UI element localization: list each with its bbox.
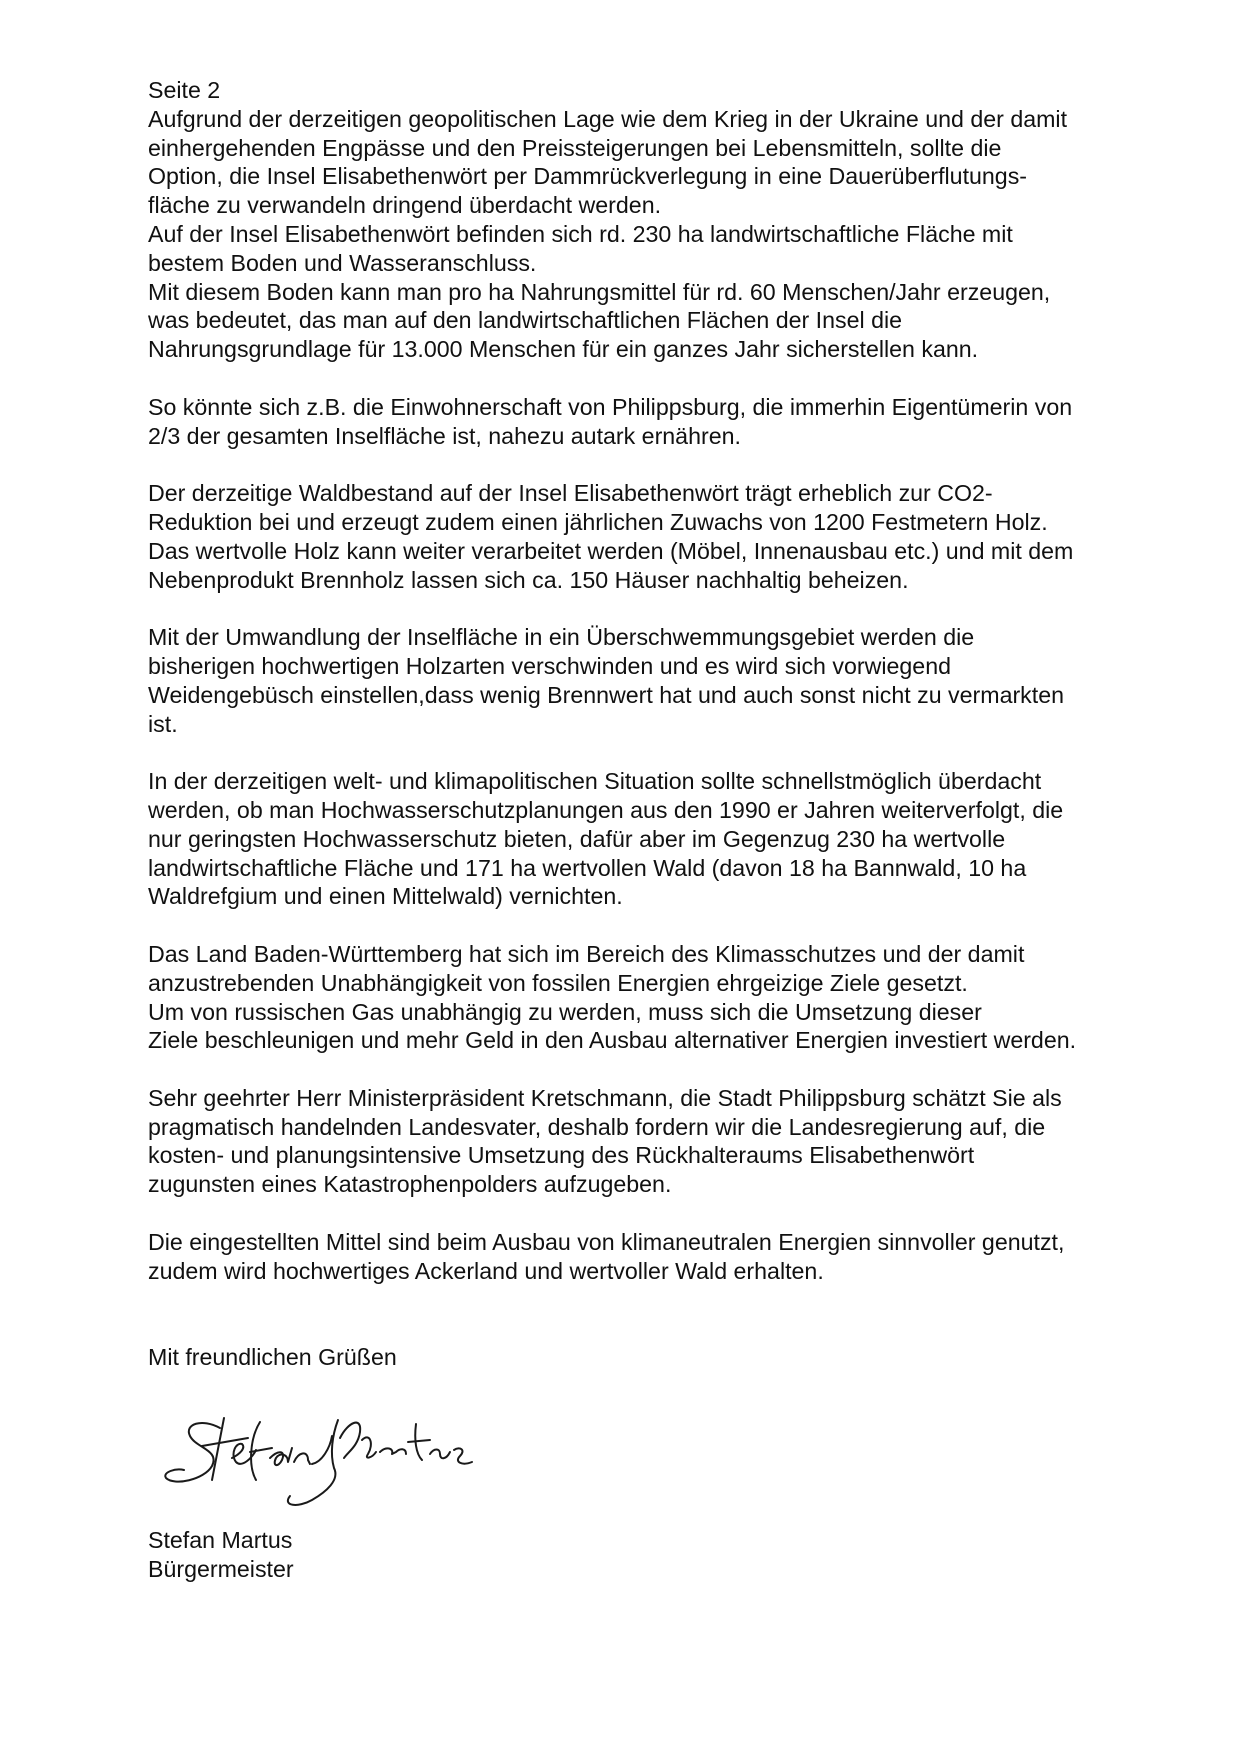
paragraph-spacer — [148, 450, 1158, 479]
signer-block — [148, 1526, 1158, 1584]
signer-title: Bürgermeister — [148, 1556, 294, 1583]
paragraph-spacer — [148, 738, 1158, 767]
paragraph-spacer — [148, 364, 1158, 393]
text-line: Weidengebüsch einstellen,dass wenig Brennwert hat und auch sonst nicht zu vermarkten — [148, 681, 1065, 708]
page-label: Seite 2 — [148, 77, 221, 103]
text-line: Nahrungsgrundlage für 13.000 Menschen für ein ganzes Jahr sicherstellen kann. — [148, 336, 979, 363]
text-line: Das wertvolle Holz kann weiter verarbeitet werden (Möbel, Innenausbau etc.) und mit dem — [148, 537, 1074, 564]
text-line: Auf der Insel Elisabethenwört befinden sich rd. 230 ha landwirtschaftliche Fläche mit — [148, 220, 1013, 247]
text-line: Mit diesem Boden kann man pro ha Nahrungsmittel für rd. 60 Menschen/Jahr erzeugen, — [148, 278, 1051, 305]
paragraph-spacer — [148, 594, 1158, 623]
text-line: einhergehenden Engpässe und den Preissteigerungen bei Lebensmitteln, sollte die — [148, 134, 1002, 161]
paragraph-climate-policy — [148, 767, 1158, 911]
paragraph-forest — [148, 479, 1158, 594]
paragraph-spacer — [148, 1199, 1158, 1228]
text-line: Nebenprodukt Brennholz lassen sich ca. 150 Häuser nachhaltig beheizen. — [148, 566, 909, 593]
text-line: kosten- und planungsintensive Umsetzung des Rückhalteraums Elisabethenwört — [148, 1142, 975, 1169]
text-line: fläche zu verwandeln dringend überdacht werden. — [148, 192, 662, 219]
text-line: Mit der Umwandlung der Inselfläche in ein Überschwemmungsgebiet werden die — [148, 624, 975, 651]
text-line: So könnte sich z.B. die Einwohnerschaft von Philippsburg, die immerhin Eigentümerin von — [148, 393, 1073, 420]
paragraph-flood-area — [148, 623, 1158, 738]
letter-page — [148, 76, 1158, 1584]
paragraph-self-sufficiency — [148, 393, 1158, 451]
text-line: werden, ob man Hochwasserschutzplanungen aus den 1990 er Jahren weiterverfolgt, die — [148, 796, 1064, 823]
text-line: nur geringsten Hochwasserschutz bieten, dafür aber im Gegenzug 230 ha wertvolle — [148, 825, 1006, 852]
text-line: Das Land Baden-Württemberg hat sich im Bereich des Klimasschutzes und der damit — [148, 940, 1025, 967]
text-line: bisherigen hochwertigen Holzarten verschwinden und es wird sich vorwiegend — [148, 652, 951, 679]
text-line: zudem wird hochwertiges Ackerland und wertvoller Wald erhalten. — [148, 1257, 824, 1284]
text-line: Waldrefgium und einen Mittelwald) vernichten. — [148, 883, 623, 910]
text-line: In der derzeitigen welt- und klimapolitischen Situation sollte schnellstmöglich überdacht — [148, 768, 1042, 795]
closing-salutation: Mit freundlichen Grüßen — [148, 1344, 397, 1371]
text-line: pragmatisch handelnden Landesvater, deshalb fordern wir die Landesregierung auf, die — [148, 1113, 1046, 1140]
text-line: Option, die Insel Elisabethenwört per Dammrückverlegung in eine Dauerüberflutungs- — [148, 163, 1028, 190]
signer-name: Stefan Martus — [148, 1527, 293, 1554]
paragraph-spacer — [148, 1055, 1158, 1084]
text-line: zugunsten eines Katastrophenpolders aufzugeben. — [148, 1171, 672, 1198]
text-line: Sehr geehrter Herr Ministerpräsident Kretschmann, die Stadt Philippsburg schätzt Sie als — [148, 1084, 1062, 1111]
text-line: bestem Boden und Wasseranschluss. — [148, 249, 537, 276]
text-line: was bedeutet, das man auf den landwirtschaftlichen Flächen der Insel die — [148, 307, 903, 334]
paragraph-conclusion — [148, 1228, 1158, 1286]
intro-paragraph — [148, 105, 1158, 364]
handwritten-signature — [162, 1388, 482, 1508]
text-line: 2/3 der gesamten Inselfläche ist, nahezu autark ernähren. — [148, 422, 741, 449]
text-line: Die eingestellten Mittel sind beim Ausbau von klimaneutralen Energien sinnvoller genutzt, — [148, 1228, 1065, 1255]
text-line: Reduktion bei und erzeugt zudem einen jährlichen Zuwachs von 1200 Festmetern Holz. — [148, 508, 1048, 535]
paragraph-spacer — [148, 911, 1158, 940]
text-line: Der derzeitige Waldbestand auf der Insel Elisabethenwört trägt erheblich zur CO2- — [148, 480, 993, 507]
text-line: ist. — [148, 710, 178, 737]
text-line: Ziele beschleunigen und mehr Geld in den Ausbau alternativer Energien investiert werden. — [148, 1027, 1077, 1054]
text-line: Um von russischen Gas unabhängig zu werden, muss sich die Umsetzung dieser — [148, 998, 982, 1025]
text-line: anzustrebenden Unabhängigkeit von fossilen Energien ehrgeizige Ziele gesetzt. — [148, 969, 968, 996]
paragraph-request — [148, 1084, 1158, 1199]
text-line: landwirtschaftliche Fläche und 171 ha wertvollen Wald (davon 18 ha Bannwald, 10 ha — [148, 854, 1027, 881]
text-line: Aufgrund der derzeitigen geopolitischen Lage wie dem Krieg in der Ukraine und der damit — [148, 105, 1068, 132]
paragraph-state-goals — [148, 940, 1158, 1055]
